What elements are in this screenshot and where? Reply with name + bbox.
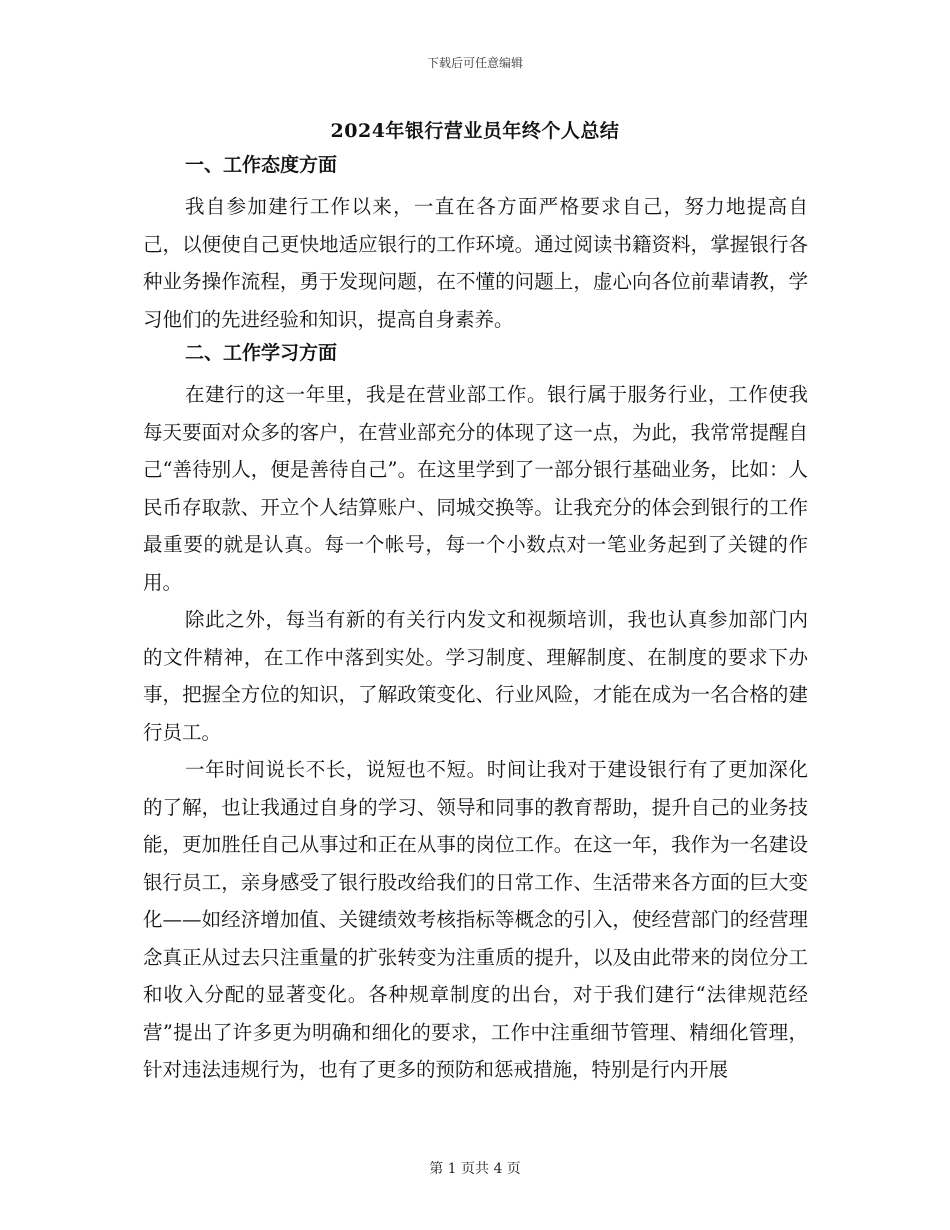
page-header-note: 下载后可任意编辑 [426, 56, 523, 70]
section-heading: 一、工作态度方面 [185, 154, 338, 176]
document-title: 2024年银行营业员年终个人总结 [330, 120, 620, 142]
page-footer-number: 第 1 页共 4 页 [429, 1161, 521, 1177]
section-work-study [143, 338, 808, 1089]
paragraph: 一年时间说长不长，说短也不短。时间让我对于建设银行有了更加深化的了解，也让我通过自身的学习、领导和同事的教育帮助，提升自己的业务技能，更加胜任自己从事过和正在从事的岗位工作。在这一年，我作为一名建设银行员工，亲身感受了银行股改给我们的日常工作、生活带来各方面的巨大变化——如经济增加值、关键绩效考核指标等概念的引入，使经营部门的经营理念真正从过去只注重量的扩张转变为注重质的提升，以及由此带来的岗位分工和收入分配的显著变化。各种规章制度的出台，对于我们建行“法律规范经营”提出了许多更为明确和细化的要求，工作中注重细节管理、精细化管理，针对违法违规行为，也有了更多的预防和惩戒措施，特别是行内开展 [143, 758, 808, 1081]
paragraph: 除此之外，每当有新的有关行内发文和视频培训，我也认真参加部门内的文件精神，在工作中落到实处。学习制度、理解制度、在制度的要求下办事，把握全方位的知识，了解政策变化、行业风险，才能在成为一名合格的建行员工。 [143, 608, 808, 744]
paragraph: 在建行的这一年里，我是在营业部工作。银行属于服务行业，工作使我每天要面对众多的客户，在营业部充分的体现了这一点，为此，我常常提醒自己“善待别人，便是善待自己”。在这里学到了一部分银行基础业务，比如：人民币存取款、开立个人结算账户、同城交换等。让我充分的体会到银行的工作最重要的就是认真。每一个帐号，每一个小数点对一笔业务起到了关键的作用。 [143, 383, 808, 594]
document-body [143, 150, 808, 1089]
section-heading: 二、工作学习方面 [185, 342, 338, 364]
section-work-attitude [143, 150, 808, 338]
paragraph: 我自参加建行工作以来，一直在各方面严格要求自己，努力地提高自己，以便使自己更快地适应银行的工作环境。通过阅读书籍资料，掌握银行各种业务操作流程，勇于发现问题，在不懂的问题上，虚心向各位前辈请教，学习他们的先进经验和知识，提高自身素养。 [143, 195, 808, 331]
